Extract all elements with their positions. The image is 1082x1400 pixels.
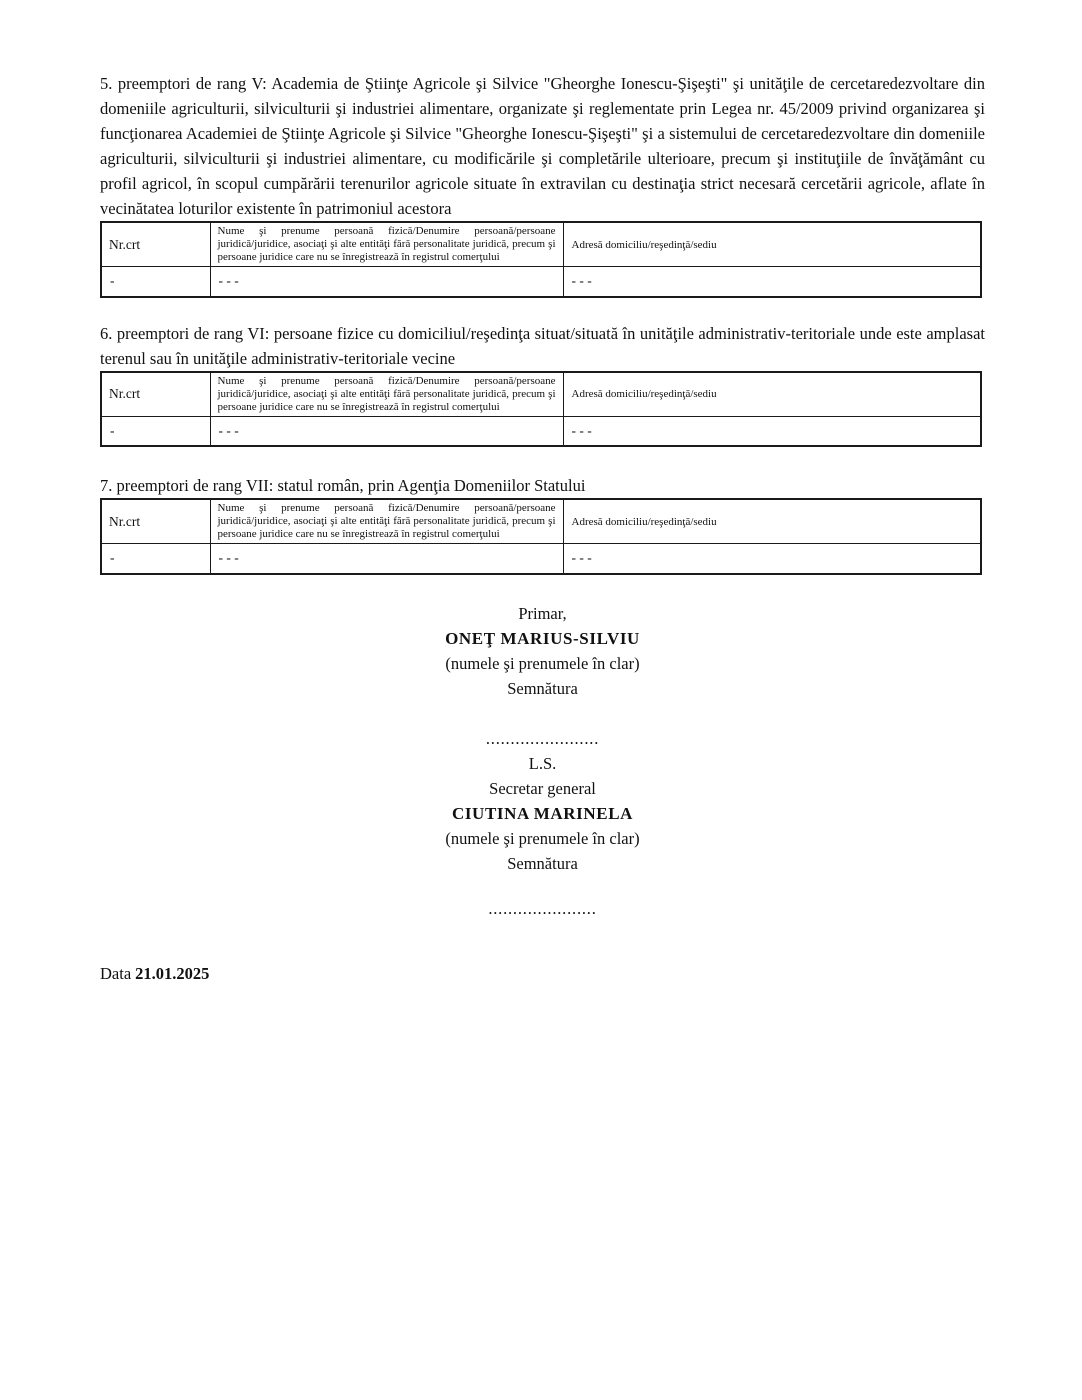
- secretar-title: Secretar general: [489, 778, 596, 798]
- table-cell-address: - - -: [563, 544, 981, 574]
- primar-title: Primar,: [518, 603, 567, 623]
- primar-signature-dotted-line: .......................: [485, 728, 600, 748]
- table-header-row: [101, 372, 981, 417]
- paragraph-preemptor-rang-vii: 7. preemptori de rang VII: statul român, prin Agenţia Domeniilor Statului: [100, 476, 586, 495]
- table-cell-name: - - -: [210, 416, 563, 446]
- table-header-address: Adresă domiciliu/reşedinţă/sediu: [563, 222, 981, 267]
- date-label: Data: [100, 963, 132, 983]
- table-row: [101, 416, 981, 446]
- table-cell-name: - - -: [210, 544, 563, 574]
- table-header-name: Nume şi prenume persoană fizică/Denumire persoană/persoane juridică/juridice, asociaţi şi alte entităţi fără personalitate juridică, precum şi persoane juridice care nu se înregistrează în registrul comerţului: [210, 222, 563, 267]
- preemptor-table-rang-vi: [100, 371, 982, 448]
- table-header-nr: Nr.crt: [101, 499, 210, 544]
- spacer: [100, 701, 985, 726]
- date-line: [100, 961, 985, 986]
- table-header-nr: Nr.crt: [101, 222, 210, 267]
- table-header-name: Nume şi prenume persoană fizică/Denumire persoană/persoane juridică/juridice, asociaţi şi alte entităţi fără personalitate juridică, precum şi persoane juridice care nu se înregistrează în registrul comerţului: [210, 499, 563, 544]
- primar-name: ONEŢ MARIUS-SILVIU: [445, 628, 640, 648]
- table-cell-name: - - -: [210, 267, 563, 297]
- table-header-address: Adresă domiciliu/reşedinţă/sediu: [563, 372, 981, 417]
- paragraph-preemptor-rang-vi: 6. preemptori de rang VI: persoane fizice cu domiciliul/reşedinţa situat/situată în unităţile administrativ-teritoriale unde este amplasat terenul sau în unităţile administrativ-teritoriale vecine: [100, 323, 985, 368]
- table-header-row: [101, 499, 981, 544]
- secretar-name-note: (numele şi prenumele în clar): [445, 828, 640, 848]
- table-cell-address: - - -: [563, 267, 981, 297]
- table-cell-nr: -: [101, 416, 210, 446]
- table-header-address: Adresă domiciliu/reşedinţă/sediu: [563, 499, 981, 544]
- paragraph-preemptor-rang-v: 5. preemptori de rang V: Academia de Ştiinţe Agricole şi Silvice "Gheorghe Ionescu-Şişeşti" şi unităţile de cercetaredezvoltare din domeniile agriculturii, silviculturii şi industriei alimentare, organizate şi reglementate prin Legea nr. 45/2009 privind organizarea şi funcţionarea Academiei de Ştiinţe Agricole şi Silvice "Gheorghe Ionescu-Şişeşti" şi a sistemului de cercetaredezvoltare din domeniile agriculturii, silviculturii şi industriei alimentare, cu modificările şi completările ulterioare, precum şi instituţiile de învăţământ cu profil agricol, în scopul cumpărării terenurilor agricole situate în extravilan cu destinaţia strict necesară cercetării agricole, aflate în vecinătatea loturilor existente în patrimoniul acestora: [100, 74, 985, 218]
- preemptor-table-rang-v: [100, 221, 982, 298]
- secretar-signature-dotted-line: ......................: [488, 898, 597, 918]
- table-header-nr: Nr.crt: [101, 372, 210, 417]
- signature-section: [100, 601, 985, 921]
- secretar-name: CIUTINA MARINELA: [451, 803, 634, 823]
- secretar-signature-label: Semnătura: [507, 853, 578, 873]
- primar-name-note: (numele şi prenumele în clar): [445, 653, 640, 673]
- table-cell-nr: -: [101, 544, 210, 574]
- table-cell-nr: -: [101, 267, 210, 297]
- preemptor-table-rang-vii: [100, 498, 982, 575]
- spacer: [100, 876, 985, 896]
- table-header-name: Nume şi prenume persoană fizică/Denumire persoană/persoane juridică/juridice, asociaţi şi alte entităţi fără personalitate juridică, precum şi persoane juridice care nu se înregistrează în registrul comerţului: [210, 372, 563, 417]
- primar-signature-label: Semnătura: [507, 678, 578, 698]
- date-value: 21.01.2025: [135, 963, 210, 983]
- table-row: [101, 267, 981, 297]
- table-row: [101, 544, 981, 574]
- table-header-row: [101, 222, 981, 267]
- table-cell-address: - - -: [563, 416, 981, 446]
- ls-label: L.S.: [528, 753, 557, 773]
